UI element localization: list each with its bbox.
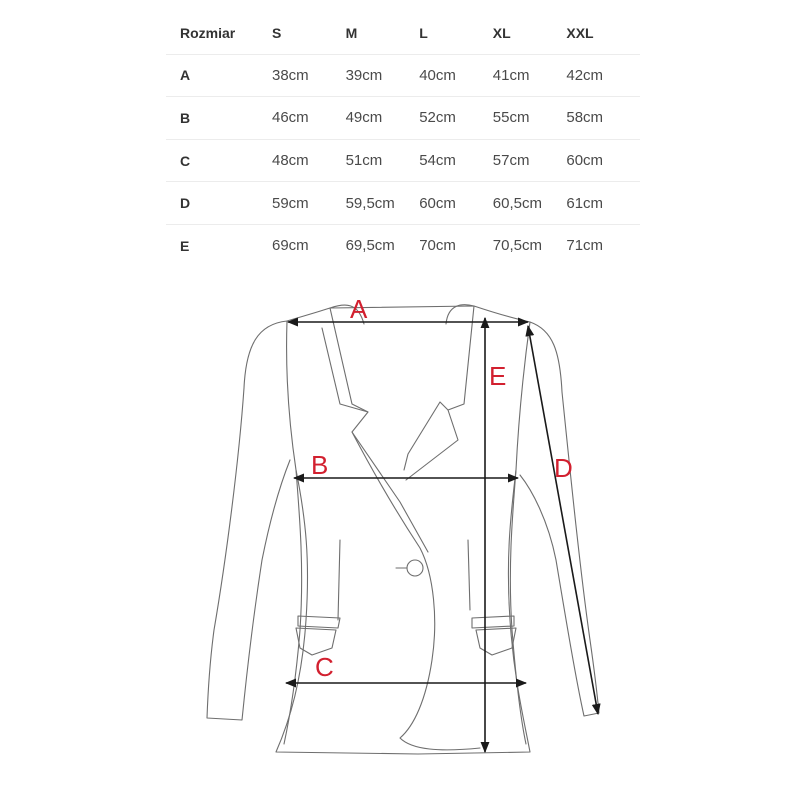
row-label: E [180, 237, 190, 254]
table-cell: 40cm [419, 54, 493, 97]
header-size-s: S [272, 12, 346, 54]
table-row [166, 54, 640, 97]
left-sleeve-seam [284, 470, 302, 744]
table-cell: 71cm [566, 237, 604, 255]
right-dart [468, 540, 470, 610]
table-cell: 70,5cm [492, 237, 542, 255]
table-cell: 49cm [346, 97, 420, 140]
size-table [166, 12, 640, 267]
table-row [166, 224, 640, 266]
label-a: A [350, 294, 368, 324]
shoulder-line [287, 306, 530, 322]
left-lapel [330, 308, 428, 552]
table-cell: 59,5cm [346, 182, 420, 225]
header-size-label: Rozmiar [166, 12, 272, 54]
table-row [166, 97, 640, 140]
table-cell: 60cm [419, 182, 493, 225]
body-left-side [276, 321, 418, 754]
header-size-xxl: XXL [566, 12, 640, 54]
row-label: D [166, 182, 272, 225]
measurement-labels [311, 294, 573, 682]
table-cell: 60cm [566, 139, 640, 182]
left-sleeve [207, 321, 290, 720]
table-cell: 52cm [419, 97, 493, 140]
left-dart [338, 540, 340, 620]
table-cell: 70cm [419, 237, 456, 255]
table-cell: 59cm [272, 182, 346, 225]
label-e: E [489, 361, 507, 391]
table-cell: 57cm [493, 139, 567, 182]
label-c: C [315, 652, 334, 682]
button-icon [407, 560, 423, 576]
row-label: A [166, 54, 272, 97]
measurement-arrows [286, 318, 598, 752]
table-cell: 51cm [346, 139, 420, 182]
table-cell: 69,5cm [345, 237, 395, 255]
right-lapel [406, 306, 474, 480]
table-row [166, 182, 640, 225]
header-size-m: M [346, 12, 420, 54]
table-cell: 48cm [272, 139, 346, 182]
table-cell: 69cm [272, 237, 309, 255]
table-cell: 42cm [566, 54, 640, 97]
left-pocket [296, 616, 340, 655]
right-pocket [472, 616, 516, 655]
header-size-l: L [419, 12, 493, 54]
table-cell: 54cm [419, 139, 493, 182]
label-b: B [311, 450, 329, 480]
table-cell: 61cm [566, 182, 640, 225]
table-cell: 46cm [272, 97, 346, 140]
left-lapel-inner [322, 328, 368, 412]
row-label: C [166, 139, 272, 182]
measurement-d-arrow [528, 326, 598, 714]
label-d: D [554, 453, 573, 483]
back-collar [330, 305, 474, 324]
table-cell: 39cm [346, 54, 420, 97]
right-lapel-inner [404, 402, 448, 470]
table-row [166, 139, 640, 182]
right-sleeve [520, 322, 599, 716]
table-cell: 58cm [566, 97, 640, 140]
size-table-header-row [166, 12, 640, 54]
right-sleeve-seam [510, 470, 526, 744]
header-size-xl: XL [493, 12, 567, 54]
table-cell: 60,5cm [493, 182, 567, 225]
body-right-side [418, 322, 530, 754]
front-edge [352, 432, 480, 750]
table-cell: 38cm [272, 54, 346, 97]
table-cell: 55cm [493, 97, 567, 140]
row-label: B [166, 97, 272, 140]
blazer-outline [207, 305, 599, 754]
table-cell: 41cm [493, 54, 567, 97]
